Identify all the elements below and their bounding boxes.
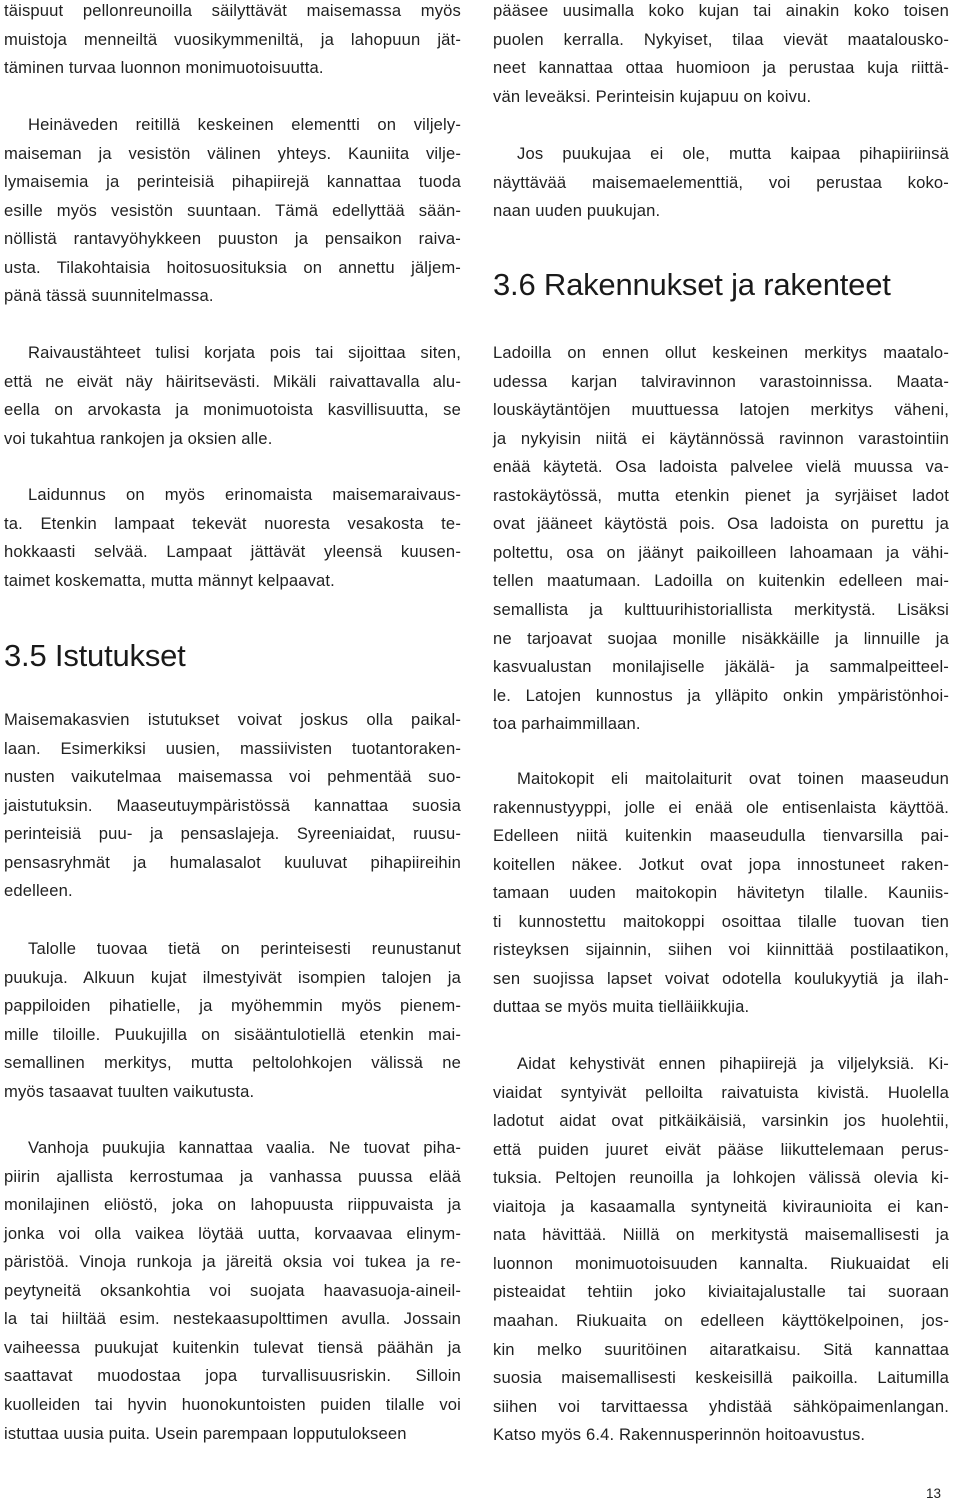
text-line: ja nykyisin niitä ei käytännössä ravinnon varastointiin <box>493 428 949 448</box>
text-line: naan uuden puukujan. <box>493 201 661 221</box>
text-line: Aidat kehystivät ennen pihapiirejä ja viljelyksiä. Ki- <box>517 1054 949 1073</box>
text-line: ovat jääneet käytöstä pois. Osa ladoista on purettu ja <box>493 514 949 534</box>
text-line: esille myös vesistön suuntaan. Tämä edellyttää sään- <box>4 200 461 220</box>
text-line: pänä tässä suunnitelmassa. <box>4 286 214 306</box>
section-heading-3-5: 3.5 Istutukset <box>4 638 186 673</box>
text-line: maiseman ja vesistön välinen yhteys. Kauniita vilje- <box>4 143 461 163</box>
text-line: Ladoilla on ennen ollut keskeinen merkitys maatalo- <box>493 343 949 362</box>
text-line: semallista ja kulttuurihistoriallista merkitystä. Lisäksi <box>493 600 949 619</box>
text-line: voi tukahtua rankojen ja oksien alle. <box>4 428 273 448</box>
text-line: mille tiloille. Puukujilla on sisääntulotiellä etenkin mai- <box>4 1024 461 1044</box>
text-line: että ne eivät näy häiritsevästi. Mikäli raivattavalla alu- <box>4 371 461 391</box>
text-line: viaidat syntyivät pelloilta raivatuista kivistä. Huolella <box>493 1082 949 1102</box>
text-line: luonnon monimuotoisuuden kannalta. Riukuaidat eli <box>493 1253 949 1273</box>
text-line: ta. Etenkin lampaat tekevät nuoresta vesakosta te- <box>4 513 461 533</box>
text-line: kin melko suuritöinen aitaratkaisu. Sitä kannattaa <box>493 1339 949 1359</box>
text-line: nöllistä rantavyöhykkeen puuston ja pensaikon raiva- <box>4 229 461 249</box>
text-line: Maitokopit eli maitolaiturit ovat toinen maaseudun <box>517 769 949 788</box>
text-line: nusten vaikutelmaa maisemassa voi pehmentää suo- <box>4 767 461 787</box>
text-line: viaitoja ja kasaamalla syntyneitä kiviraunioita ei kan- <box>493 1196 949 1216</box>
text-line: louskäytäntöjen muuttuessa latojen merkitys väheni, <box>493 400 949 420</box>
text-line: laan. Esimerkiksi uusien, massiivisten tuotantoraken- <box>4 738 461 758</box>
text-line: enää käytetä. Osa ladoista palvelee vielä muussa va- <box>493 457 949 477</box>
text-line: pääsee uusimalla koko kujan tai ainakin koko toisen <box>493 1 949 20</box>
text-line: lymaisemia ja perinteisiä pihapiirejä kannattaa tuoda <box>4 172 461 192</box>
text-line: ti kunnostettu maitokoppi osoittaa tilalle tuovan tien <box>493 911 949 931</box>
text-line: näyttävää maisemaelementtiä, voi perustaa koko- <box>493 172 949 192</box>
text-line: tellen maatumaan. Ladoilla on kuitenkin edelleen mai- <box>493 571 949 591</box>
text-line: taimet koskematta, mutta männyt kelpaavat. <box>4 570 335 590</box>
text-line: neet kannattaa ottaa huomioon ja perustaa kuja riittä- <box>493 58 949 78</box>
text-line: maahan. Riukuaita on edelleen käyttökelpoinen, jos- <box>493 1311 949 1330</box>
text-line: jonka voi olla vaikea löytää uutta, korvaavaa elinym- <box>4 1223 461 1243</box>
text-line: suosia maisemallisesti keskeisillä paikoilla. Laitumilla <box>493 1368 949 1387</box>
text-line: pisteaidat tehtiin joko kiviaitajalustalle tai suoraan <box>493 1282 949 1302</box>
text-line: vän leveäksi. Perinteisin kujapuu on koivu. <box>493 86 812 106</box>
text-line: kuolleiden tai hyvin huonokuntoisten puiden tilalle voi <box>4 1395 461 1414</box>
text-line: jaistutuksin. Maaseutuympäristössä kannattaa suosia <box>4 795 461 815</box>
text-line: ladotut aidat ovat pitkäikäisiä, varsinkin jos huolehtii, <box>493 1111 949 1131</box>
text-line: usta. Tilakohtaisia hoitosuosituksia on annettu jäljem- <box>4 257 461 277</box>
text-line: myös tasaavat tuulten vaikutusta. <box>4 1081 255 1101</box>
text-line: Laidunnus on myös erinomaista maisemaraivaus- <box>28 485 461 504</box>
text-line: Raivaustähteet tulisi korjata pois tai sijoittaa siten, <box>28 343 461 362</box>
text-line: hokkaasti selvää. Lampaat jättävät yleensä kuusen- <box>4 542 461 562</box>
text-line: puukuja. Alkuun kujat ilmestyivät isompien talojen ja <box>4 967 461 987</box>
page-number: 13 <box>925 1486 941 1501</box>
text-line: edelleen. <box>4 881 73 901</box>
text-line: Maisemakasvien istutukset voivat joskus olla paikal- <box>4 710 461 729</box>
text-line: rastokäytössä, mutta etenkin pienet ja syrjäiset ladot <box>493 485 949 505</box>
text-line: sen suojissa lapset voivat odotella koulukyytiä ja ilah- <box>493 968 949 988</box>
text-line: monilajinen eliöstö, joka on lahopuusta riippuvaista ja <box>4 1195 461 1215</box>
text-line: Jos puukujaa ei ole, mutta kaipaa pihapiiriinsä <box>517 144 949 163</box>
text-line: risteyksen sijainnin, siihen voi kiinnittää postilaatikon, <box>493 940 949 960</box>
text-line: Vanhoja puukujia kannattaa vaalia. Ne tuovat piha- <box>28 1138 461 1157</box>
text-line: täispuut pellonreunoilla säilyttävät maisemassa myös <box>4 1 461 20</box>
text-line: täminen turvaa luonnon monimuotoisuutta. <box>4 58 324 78</box>
text-line: udessa karjan talviravinnon varastoinnissa. Maata- <box>493 371 949 391</box>
text-line: koitellen näkee. Jotkut ovat jopa innostuneet raken- <box>493 854 949 874</box>
text-line: Edelleen niitä kuitenkin maaseudulla tienvarsilla pai- <box>493 826 949 846</box>
text-line: poltettu, osa on jäänyt paikoilleen lahoamaan ja vähi- <box>493 542 949 562</box>
text-line: peytyneitä oksankohtia voi suojata haavasuoja-aineil- <box>4 1280 461 1300</box>
text-line: toa parhaimmillaan. <box>493 714 641 734</box>
text-line: vaiheessa puukujat kuitenkin tulevat tiensä päähän ja <box>4 1337 461 1357</box>
text-line: semallinen merkitys, mutta peltolohkojen välissä ne <box>4 1053 461 1073</box>
text-line: että puiden juuret eivät pääse liikuttelemaan perus- <box>493 1139 949 1159</box>
text-line: muistoja menneiltä vuosikymmeniltä, ja lahopuun jät- <box>4 29 461 49</box>
section-heading-3-6: 3.6 Rakennukset ja rakenteet <box>493 267 891 302</box>
text-line: nata hävittää. Niillä on merkitystä maisemallisesti ja <box>493 1225 949 1245</box>
text-line: pappiloiden pihatielle, ja myöhemmin myös pienem- <box>4 996 461 1016</box>
text-line: duttaa se myös muita tielläiikkujia. <box>493 997 750 1017</box>
text-line: puolen kerralla. Nykyiset, tilaa vievät maatalousko- <box>493 29 949 49</box>
text-line: eella on arvokasta ja monimuotoista kasvillisuutta, se <box>4 400 461 420</box>
text-line: tamaan uuden maitokopin hävitetyn tilalle. Kauniis- <box>493 883 949 903</box>
text-line: saattavat muodostaa jopa turvallisuusriskin. Silloin <box>4 1366 461 1386</box>
text-line: istuttaa uusia puita. Usein parempaan lopputulokseen <box>4 1423 407 1443</box>
text-line: pensasryhmät ja humalasalot kuuluvat pihapiireihin <box>4 852 461 872</box>
text-line: Talolle tuovaa tietä on perinteisesti reunustanut <box>28 939 461 958</box>
text-line: kasvualustan monilajiselle jäkälä- ja sammalpeitteel- <box>493 657 949 676</box>
text-line: päristöä. Vinoja runkoja ja järeitä oksia voi tukea ja re- <box>4 1252 461 1272</box>
text-line: Katso myös 6.4. Rakennusperinnön hoitoavustus. <box>493 1425 866 1445</box>
text-line: ne tarjoavat suojaa monille nisäkkäille ja linnuille ja <box>493 628 949 648</box>
text-line: tuksia. Peltojen reunoilla ja lohkojen välissä olevia ki- <box>493 1168 949 1188</box>
text-line: rakennustyyppi, jolle ei enää ole entisenlaista käyttöä. <box>493 797 949 817</box>
text-line: Heinäveden reitillä keskeinen elementti on viljely- <box>28 115 461 134</box>
text-line: la tai hiiltää esim. nestekaasupolttimen avulla. Jossain <box>4 1309 461 1329</box>
text-line: le. Latojen kunnostus ja ylläpito onkin ympäristönhoi- <box>493 685 949 705</box>
text-line: piirin ajallista kerrostumaa ja vanhassa puussa elää <box>4 1166 461 1186</box>
text-line: perinteisiä puu- ja pensaslajeja. Syreeniaidat, ruusu- <box>4 824 461 844</box>
text-line: siihen voi tarvittaessa yhdistää sähköpaimenlangan. <box>493 1396 949 1416</box>
